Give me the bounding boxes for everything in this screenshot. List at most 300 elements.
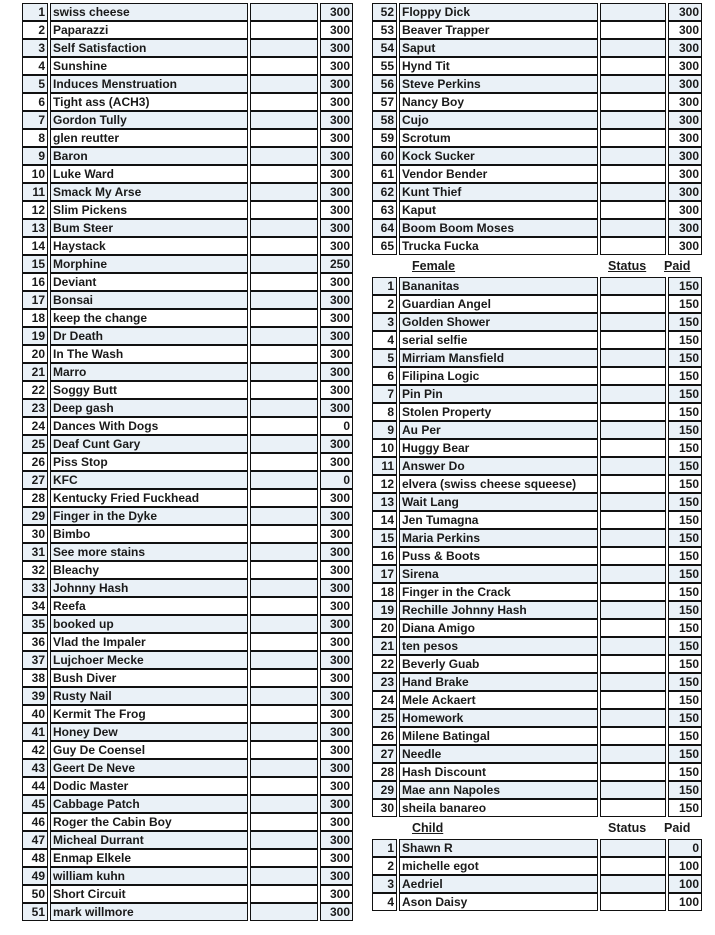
row-number: 27	[22, 471, 48, 489]
participant-name: Deaf Cunt Gary	[50, 435, 248, 453]
status-cell[interactable]	[600, 75, 666, 93]
participant-name: Mele Ackaert	[399, 691, 598, 709]
status-cell[interactable]	[600, 349, 666, 367]
participant-name: Deviant	[50, 273, 248, 291]
row-number: 29	[22, 507, 48, 525]
paid-amount: 300	[668, 57, 702, 75]
paid-amount: 150	[668, 691, 702, 709]
paid-amount: 300	[668, 21, 702, 39]
row-number: 18	[372, 583, 397, 601]
paid-amount: 300	[320, 741, 353, 759]
status-cell[interactable]	[250, 651, 318, 669]
table-row	[372, 619, 702, 637]
table-row	[22, 525, 353, 543]
status-cell[interactable]	[600, 183, 666, 201]
paid-amount: 300	[320, 93, 353, 111]
paid-amount: 300	[320, 615, 353, 633]
participant-name: Induces Menstruation	[50, 75, 248, 93]
paid-amount: 300	[320, 543, 353, 561]
row-number: 51	[22, 903, 48, 921]
paid-amount: 150	[668, 781, 702, 799]
status-cell[interactable]	[600, 583, 666, 601]
status-cell[interactable]	[250, 291, 318, 309]
participant-name: Au Per	[399, 421, 598, 439]
participant-name: glen reutter	[50, 129, 248, 147]
status-cell[interactable]	[250, 3, 318, 21]
paid-amount: 300	[320, 705, 353, 723]
status-cell[interactable]	[600, 875, 666, 893]
participant-name: Cujo	[399, 111, 598, 129]
status-cell[interactable]	[600, 493, 666, 511]
participant-name: Dodic Master	[50, 777, 248, 795]
table-row	[372, 565, 702, 583]
status-cell[interactable]	[600, 799, 666, 817]
row-number: 42	[22, 741, 48, 759]
status-cell[interactable]	[250, 561, 318, 579]
status-cell[interactable]	[600, 511, 666, 529]
table-row	[22, 183, 353, 201]
paid-amount: 150	[668, 583, 702, 601]
participant-name: Self Satisfaction	[50, 39, 248, 57]
table-row	[22, 777, 353, 795]
participant-name: Bananitas	[399, 277, 598, 295]
status-cell[interactable]	[250, 471, 318, 489]
status-cell[interactable]	[250, 633, 318, 651]
participant-name: KFC	[50, 471, 248, 489]
participant-name: In The Wash	[50, 345, 248, 363]
table-row	[372, 529, 702, 547]
row-number: 39	[22, 687, 48, 705]
table-row	[22, 561, 353, 579]
row-number: 12	[372, 475, 397, 493]
row-number: 34	[22, 597, 48, 615]
participant-name: elvera (swiss cheese squeese)	[399, 475, 598, 493]
participant-name: Mae ann Napoles	[399, 781, 598, 799]
status-cell[interactable]	[250, 183, 318, 201]
status-cell[interactable]	[250, 219, 318, 237]
row-number: 31	[22, 543, 48, 561]
child-paid-header: Paid	[664, 821, 691, 835]
status-cell[interactable]	[250, 111, 318, 129]
row-number: 64	[372, 219, 397, 237]
paid-amount: 300	[320, 291, 353, 309]
status-cell[interactable]	[600, 691, 666, 709]
paid-amount: 300	[320, 273, 353, 291]
participant-name: Haystack	[50, 237, 248, 255]
paid-amount: 300	[668, 183, 702, 201]
status-cell[interactable]	[600, 57, 666, 75]
participant-name: Bonsai	[50, 291, 248, 309]
status-cell[interactable]	[250, 525, 318, 543]
participant-name: Stolen Property	[399, 403, 598, 421]
row-number: 50	[22, 885, 48, 903]
status-cell[interactable]	[600, 111, 666, 129]
participant-name: Golden Shower	[399, 313, 598, 331]
row-number: 22	[372, 655, 397, 673]
status-cell[interactable]	[250, 597, 318, 615]
row-number: 25	[372, 709, 397, 727]
status-cell[interactable]	[250, 399, 318, 417]
row-number: 20	[22, 345, 48, 363]
status-cell[interactable]	[600, 147, 666, 165]
row-number: 37	[22, 651, 48, 669]
row-number: 4	[372, 893, 397, 911]
status-cell[interactable]	[600, 637, 666, 655]
paid-amount: 150	[668, 565, 702, 583]
participant-name: Rechille Johnny Hash	[399, 601, 598, 619]
participant-name: Wait Lang	[399, 493, 598, 511]
status-cell[interactable]	[250, 363, 318, 381]
status-cell[interactable]	[600, 201, 666, 219]
table-row	[22, 345, 353, 363]
status-cell[interactable]	[250, 381, 318, 399]
participant-name: Morphine	[50, 255, 248, 273]
paid-amount: 300	[320, 399, 353, 417]
child-status-header: Status	[608, 821, 647, 835]
status-cell[interactable]	[600, 331, 666, 349]
table-row	[372, 183, 702, 201]
status-cell[interactable]	[600, 857, 666, 875]
paid-amount: 150	[668, 295, 702, 313]
row-number: 16	[372, 547, 397, 565]
table-row	[22, 93, 353, 111]
table-row	[22, 39, 353, 57]
status-cell[interactable]	[600, 457, 666, 475]
row-number: 30	[22, 525, 48, 543]
status-cell[interactable]	[250, 237, 318, 255]
status-cell[interactable]	[600, 763, 666, 781]
status-cell[interactable]	[600, 39, 666, 57]
status-cell[interactable]	[250, 741, 318, 759]
status-cell[interactable]	[250, 75, 318, 93]
status-cell[interactable]	[600, 529, 666, 547]
table-row	[372, 129, 702, 147]
row-number: 14	[372, 511, 397, 529]
paid-amount: 300	[320, 903, 353, 921]
row-number: 4	[372, 331, 397, 349]
status-cell[interactable]	[600, 165, 666, 183]
table-row	[372, 839, 702, 857]
table-row	[22, 615, 353, 633]
participant-name: Short Circuit	[50, 885, 248, 903]
paid-amount: 300	[320, 507, 353, 525]
participant-name: william kuhn	[50, 867, 248, 885]
status-cell[interactable]	[600, 655, 666, 673]
paid-amount: 150	[668, 763, 702, 781]
status-cell[interactable]	[250, 669, 318, 687]
status-cell[interactable]	[250, 165, 318, 183]
status-cell[interactable]	[600, 475, 666, 493]
paid-amount: 300	[320, 669, 353, 687]
paid-amount: 0	[668, 839, 702, 857]
status-cell[interactable]	[250, 57, 318, 75]
status-cell[interactable]	[600, 403, 666, 421]
paid-amount: 300	[320, 723, 353, 741]
participant-name: swiss cheese	[50, 3, 248, 21]
status-cell[interactable]	[250, 831, 318, 849]
row-number: 58	[372, 111, 397, 129]
status-cell[interactable]	[250, 903, 318, 921]
status-cell[interactable]	[250, 435, 318, 453]
status-cell[interactable]	[600, 421, 666, 439]
row-number: 24	[22, 417, 48, 435]
status-cell[interactable]	[250, 345, 318, 363]
status-cell[interactable]	[600, 129, 666, 147]
table-row	[22, 399, 353, 417]
paid-amount: 300	[320, 633, 353, 651]
table-row	[22, 3, 353, 21]
paid-amount: 150	[668, 673, 702, 691]
participant-name: Micheal Durrant	[50, 831, 248, 849]
participant-name: Homework	[399, 709, 598, 727]
paid-amount: 300	[320, 759, 353, 777]
row-number: 36	[22, 633, 48, 651]
table-row	[372, 511, 702, 529]
participant-name: Baron	[50, 147, 248, 165]
table-row	[22, 273, 353, 291]
status-cell[interactable]	[600, 565, 666, 583]
status-cell[interactable]	[250, 885, 318, 903]
paid-amount: 300	[320, 813, 353, 831]
table-row	[22, 885, 353, 903]
status-cell[interactable]	[250, 201, 318, 219]
status-cell[interactable]	[250, 453, 318, 471]
participant-name: Gordon Tully	[50, 111, 248, 129]
paid-amount: 300	[320, 309, 353, 327]
status-cell[interactable]	[600, 709, 666, 727]
row-number: 54	[372, 39, 397, 57]
table-row	[22, 417, 353, 435]
table-row	[372, 457, 702, 475]
status-cell[interactable]	[250, 867, 318, 885]
row-number: 13	[372, 493, 397, 511]
table-row	[22, 309, 353, 327]
participant-name: Hynd Tit	[399, 57, 598, 75]
table-row	[22, 867, 353, 885]
paid-amount: 300	[320, 327, 353, 345]
status-cell[interactable]	[600, 367, 666, 385]
status-cell[interactable]	[250, 147, 318, 165]
row-number: 22	[22, 381, 48, 399]
row-number: 25	[22, 435, 48, 453]
child-table	[370, 839, 704, 911]
participant-name: Bleachy	[50, 561, 248, 579]
row-number: 17	[372, 565, 397, 583]
participant-name: Slim Pickens	[50, 201, 248, 219]
paid-amount: 300	[320, 183, 353, 201]
row-number: 30	[372, 799, 397, 817]
paid-amount: 150	[668, 313, 702, 331]
row-number: 6	[372, 367, 397, 385]
female-paid-header: Paid	[664, 259, 691, 273]
participant-name: Bimbo	[50, 525, 248, 543]
table-row	[372, 331, 702, 349]
participant-name: michelle egot	[399, 857, 598, 875]
row-number: 19	[22, 327, 48, 345]
status-cell[interactable]	[250, 489, 318, 507]
participant-name: Lujchoer Mecke	[50, 651, 248, 669]
status-cell[interactable]	[250, 507, 318, 525]
status-cell[interactable]	[250, 813, 318, 831]
row-number: 27	[372, 745, 397, 763]
participant-name: Piss Stop	[50, 453, 248, 471]
row-number: 46	[22, 813, 48, 831]
paid-amount: 300	[668, 93, 702, 111]
status-cell[interactable]	[250, 273, 318, 291]
paid-amount: 150	[668, 601, 702, 619]
row-number: 13	[22, 219, 48, 237]
status-cell[interactable]	[250, 417, 318, 435]
table-row	[372, 893, 702, 911]
paid-amount: 300	[320, 651, 353, 669]
table-row	[22, 255, 353, 273]
table-row	[22, 849, 353, 867]
row-number: 63	[372, 201, 397, 219]
participant-name: keep the change	[50, 309, 248, 327]
participant-name: Filipina Logic	[399, 367, 598, 385]
status-cell[interactable]	[600, 295, 666, 313]
table-row	[22, 651, 353, 669]
participant-name: Reefa	[50, 597, 248, 615]
table-row	[22, 813, 353, 831]
table-row	[22, 165, 353, 183]
status-cell[interactable]	[600, 219, 666, 237]
paid-amount: 300	[320, 3, 353, 21]
status-cell[interactable]	[600, 547, 666, 565]
paid-amount: 150	[668, 637, 702, 655]
paid-amount: 300	[320, 111, 353, 129]
status-cell[interactable]	[250, 39, 318, 57]
participant-name: Roger the Cabin Boy	[50, 813, 248, 831]
status-cell[interactable]	[250, 309, 318, 327]
paid-amount: 300	[668, 39, 702, 57]
status-cell[interactable]	[250, 255, 318, 273]
table-row	[372, 601, 702, 619]
status-cell[interactable]	[600, 673, 666, 691]
paid-amount: 150	[668, 493, 702, 511]
table-row	[372, 147, 702, 165]
paid-amount: 150	[668, 403, 702, 421]
participant-name: Vendor Bender	[399, 165, 598, 183]
status-cell[interactable]	[600, 745, 666, 763]
status-cell[interactable]	[250, 615, 318, 633]
status-cell[interactable]	[600, 313, 666, 331]
table-row	[372, 475, 702, 493]
table-row	[372, 75, 702, 93]
status-cell[interactable]	[250, 723, 318, 741]
table-row	[372, 673, 702, 691]
participant-name: Floppy Dick	[399, 3, 598, 21]
status-cell[interactable]	[600, 237, 666, 255]
status-cell[interactable]	[250, 687, 318, 705]
status-cell[interactable]	[250, 777, 318, 795]
participant-name: Shawn R	[399, 839, 598, 857]
status-cell[interactable]	[250, 579, 318, 597]
table-row	[372, 781, 702, 799]
paid-amount: 300	[320, 363, 353, 381]
child-heading: Child	[412, 821, 444, 835]
row-number: 11	[372, 457, 397, 475]
row-number: 56	[372, 75, 397, 93]
status-cell[interactable]	[600, 385, 666, 403]
paid-amount: 300	[320, 687, 353, 705]
table-row	[22, 201, 353, 219]
status-cell[interactable]	[600, 619, 666, 637]
status-cell[interactable]	[250, 759, 318, 777]
status-cell[interactable]	[600, 3, 666, 21]
status-cell[interactable]	[250, 129, 318, 147]
table-row	[372, 709, 702, 727]
row-number: 4	[22, 57, 48, 75]
row-number: 5	[22, 75, 48, 93]
row-number: 9	[372, 421, 397, 439]
row-number: 17	[22, 291, 48, 309]
status-cell[interactable]	[250, 93, 318, 111]
table-row	[22, 453, 353, 471]
table-row	[22, 489, 353, 507]
table-row	[372, 691, 702, 709]
status-cell[interactable]	[600, 601, 666, 619]
paid-amount: 300	[320, 39, 353, 57]
paid-amount: 300	[320, 525, 353, 543]
status-cell[interactable]	[600, 781, 666, 799]
status-cell[interactable]	[250, 327, 318, 345]
participant-name: Geert De Neve	[50, 759, 248, 777]
paid-amount: 300	[320, 597, 353, 615]
status-cell[interactable]	[600, 21, 666, 39]
row-number: 26	[372, 727, 397, 745]
participant-name: Steve Perkins	[399, 75, 598, 93]
table-row	[22, 507, 353, 525]
row-number: 48	[22, 849, 48, 867]
row-number: 49	[22, 867, 48, 885]
paid-amount: 300	[320, 147, 353, 165]
row-number: 65	[372, 237, 397, 255]
paid-amount: 0	[320, 417, 353, 435]
status-cell[interactable]	[250, 795, 318, 813]
paid-amount: 300	[320, 561, 353, 579]
participant-name: Dr Death	[50, 327, 248, 345]
status-cell[interactable]	[250, 849, 318, 867]
table-row	[22, 741, 353, 759]
status-cell[interactable]	[600, 93, 666, 111]
row-number: 26	[22, 453, 48, 471]
status-cell[interactable]	[250, 543, 318, 561]
status-cell[interactable]	[600, 727, 666, 745]
table-row	[22, 633, 353, 651]
table-row	[22, 381, 353, 399]
status-cell[interactable]	[600, 439, 666, 457]
paid-amount: 150	[668, 367, 702, 385]
status-cell[interactable]	[600, 893, 666, 911]
status-cell[interactable]	[600, 839, 666, 857]
participant-name: Johnny Hash	[50, 579, 248, 597]
table-row	[372, 745, 702, 763]
status-cell[interactable]	[250, 705, 318, 723]
female-table	[370, 277, 704, 817]
participant-name: Paparazzi	[50, 21, 248, 39]
row-number: 23	[22, 399, 48, 417]
table-row	[372, 857, 702, 875]
status-cell[interactable]	[250, 21, 318, 39]
row-number: 8	[372, 403, 397, 421]
row-number: 38	[22, 669, 48, 687]
row-number: 29	[372, 781, 397, 799]
row-number: 57	[372, 93, 397, 111]
table-row	[22, 435, 353, 453]
row-number: 3	[22, 39, 48, 57]
status-cell[interactable]	[600, 277, 666, 295]
